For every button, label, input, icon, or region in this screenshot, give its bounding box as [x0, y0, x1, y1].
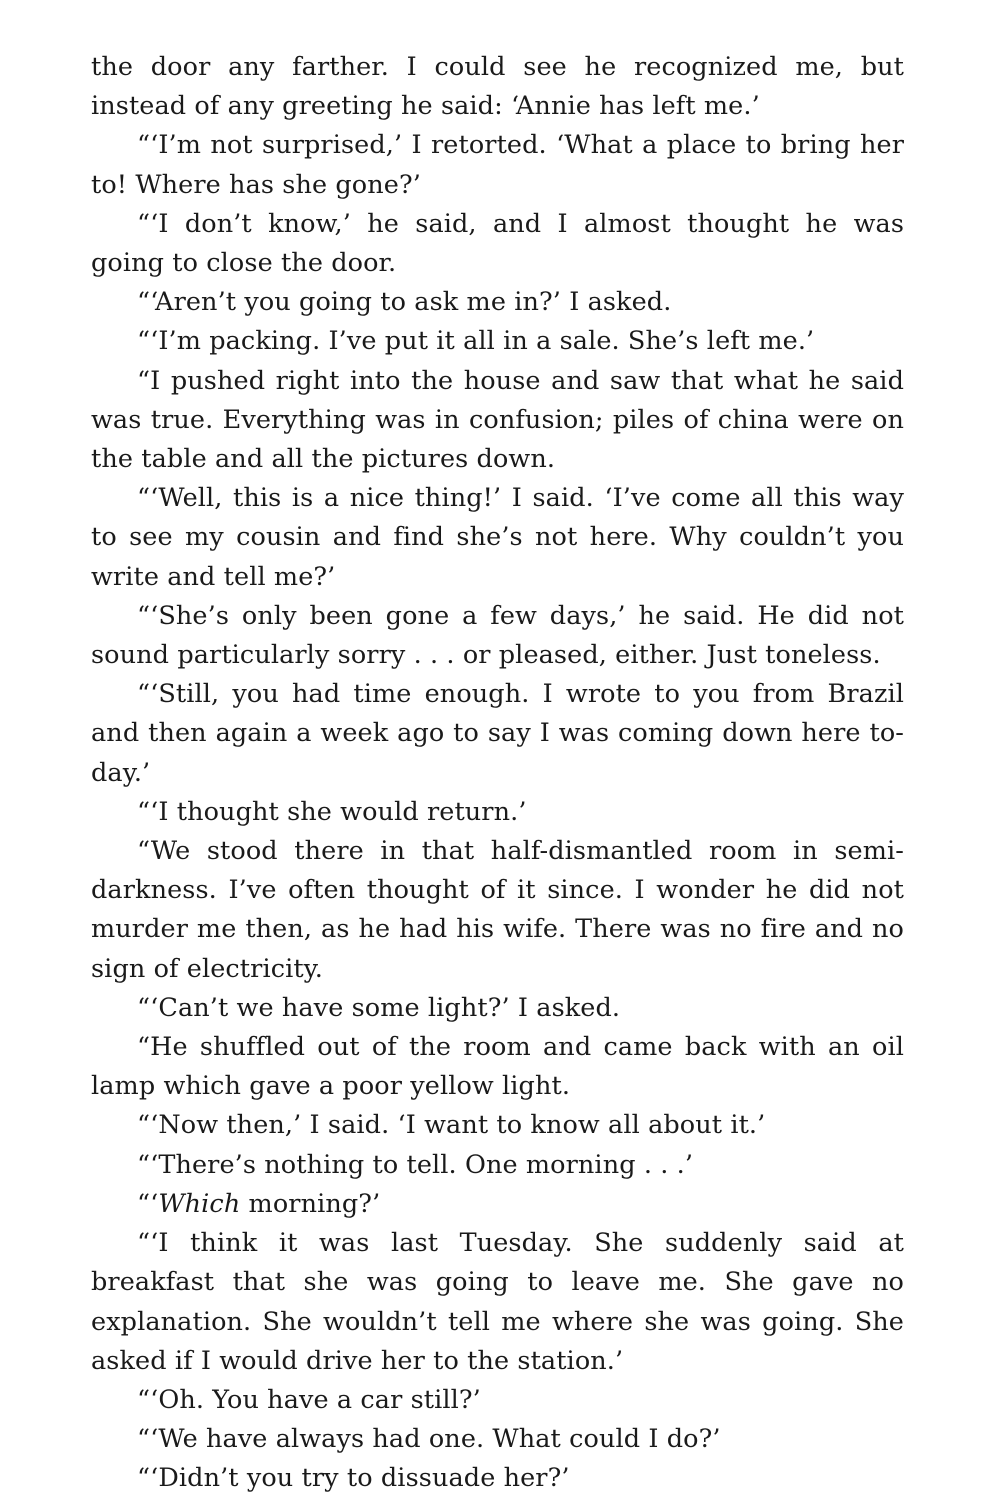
book-page — [91, 48, 904, 1499]
paragraph: “‘Aren’t you going to ask me in?’ I asked. — [137, 287, 672, 318]
paragraph-tail: morning?’ — [240, 1188, 381, 1219]
paragraph: “‘Now then,’ I said. ‘I want to know all about it.’ — [137, 1110, 766, 1141]
paragraph — [91, 1185, 904, 1224]
paragraph: “‘There’s nothing to tell. One morning . . .’ — [137, 1149, 694, 1180]
paragraph: “‘Oh. You have a car still?’ — [137, 1384, 481, 1415]
paragraph: “He shuffled out of the room and came back with an oil lamp which gave a poor yellow light. — [91, 1032, 904, 1102]
paragraph: “‘I don’t know,’ he said, and I almost thought he was going to close the door. — [91, 208, 904, 279]
paragraph: “I pushed right into the house and saw that what he said was true. Everything was in confusion; piles of china were on the table and all the pictures down. — [91, 365, 904, 475]
paragraph: “‘She’s only been gone a few days,’ he said. He did not sound particularly sorry . . . or pleased, either. Just toneless. — [91, 600, 904, 671]
paragraph: “We stood there in that half-dismantled room in semi-darkness. I’ve often thought of it since. I wonder he did not murder me then, as he had his wife. There was no fire and no sign of electricity. — [91, 836, 904, 984]
paragraph: “‘Well, this is a nice thing!’ I said. ‘I’ve come all this way to see my cousin and find she’s not here. Why couldn’t you write and tell me?’ — [91, 483, 904, 592]
paragraph: “‘Didn’t you try to dissuade her?’ — [137, 1463, 570, 1494]
paragraph: “‘I thought she would return.’ — [137, 796, 527, 827]
paragraph: “‘Still, you had time enough. I wrote to you from Brazil and then again a week ago to say I was coming down here to-day.’ — [91, 679, 904, 788]
paragraph-lead: “‘ — [137, 1188, 159, 1219]
paragraph: “‘Can’t we have some light?’ I asked. — [137, 992, 621, 1023]
paragraph: “‘We have always had one. What could I do?’ — [137, 1424, 721, 1455]
paragraph: the door any farther. I could see he recognized me, but instead of any greeting he said: ‘Annie has left me.’ — [91, 52, 904, 122]
italic-word: Which — [158, 1188, 241, 1219]
paragraph: “‘I’m packing. I’ve put it all in a sale. She’s left me.’ — [137, 326, 815, 357]
paragraph: “‘I’m not surprised,’ I retorted. ‘What a place to bring her to! Where has she gone?’ — [91, 130, 904, 200]
paragraph: “‘I think it was last Tuesday. She suddenly said at breakfast that she was going to leave me. She gave no explanation. She wouldn’t tell me where she was going. She asked if I would drive her to the station.’ — [91, 1228, 904, 1376]
